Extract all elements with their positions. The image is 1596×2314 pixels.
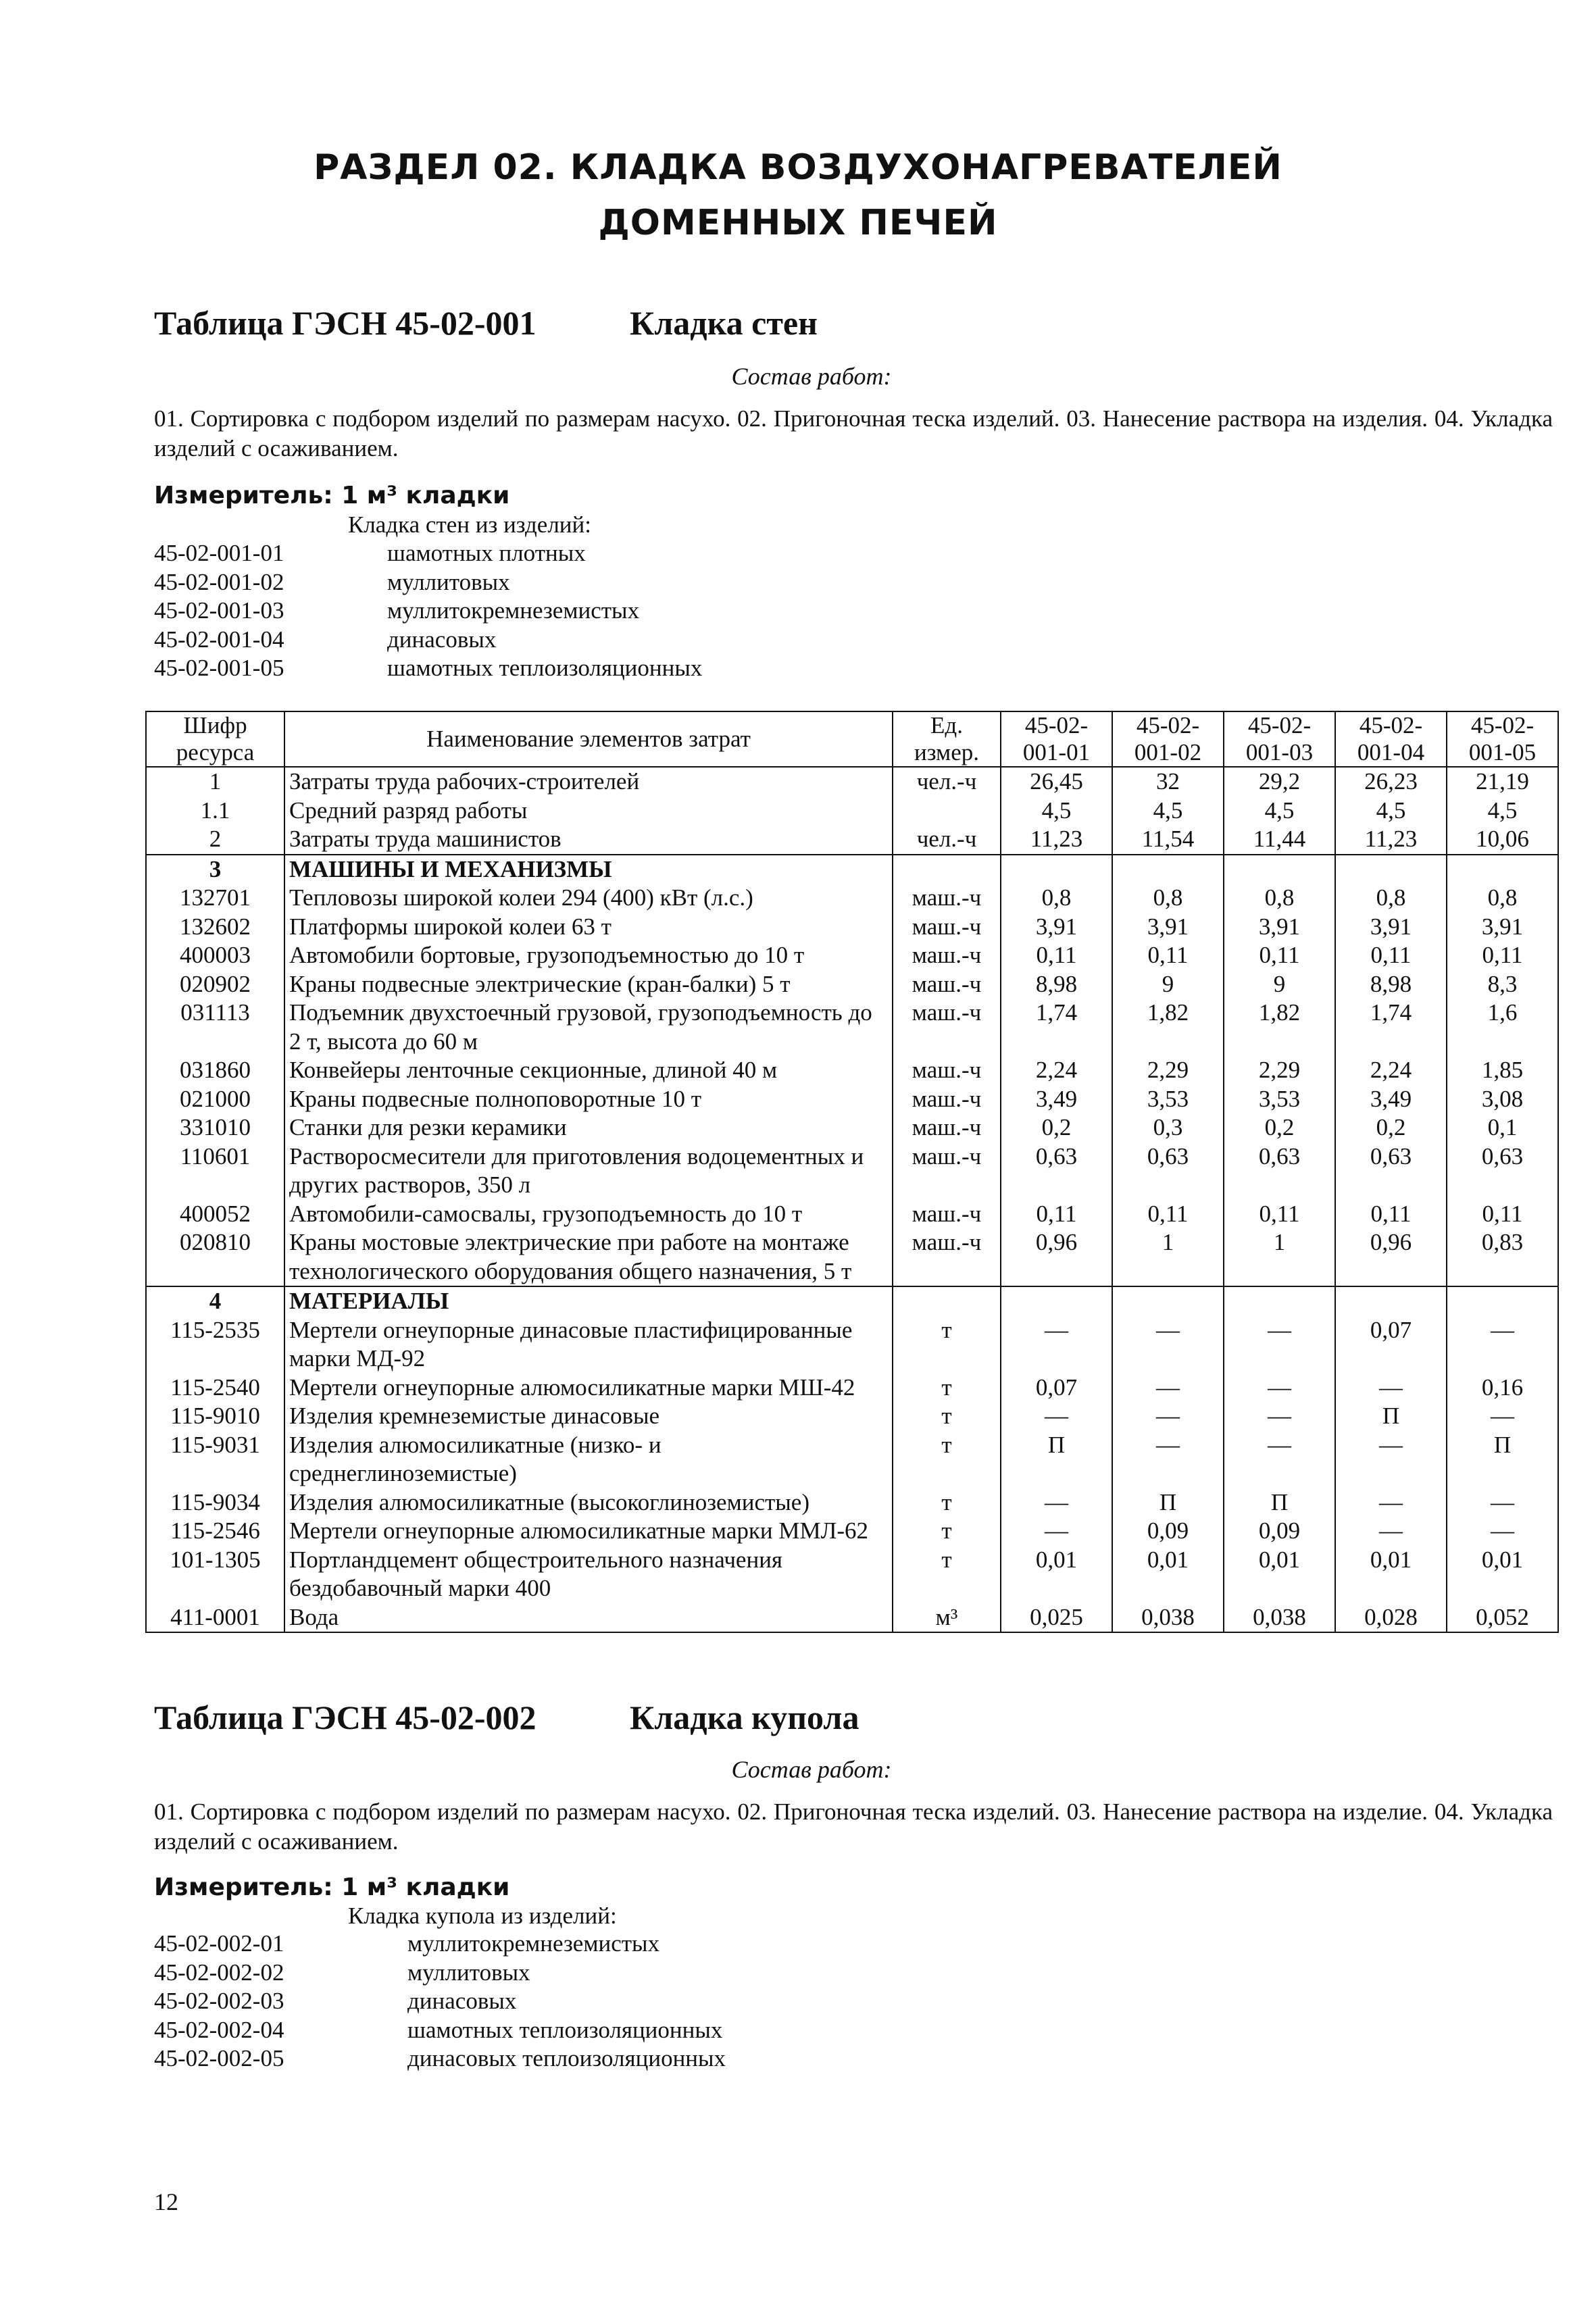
cell-unit: т	[893, 1517, 1001, 1546]
cell-unit: т	[893, 1374, 1001, 1403]
header-code	[146, 711, 284, 767]
cell-code: 115-9031	[146, 1431, 284, 1488]
header-code-line1: Шифр	[183, 712, 247, 738]
cell-unit: маш.-ч	[893, 1228, 1001, 1286]
variant-code: 45-02-002-04	[154, 2016, 284, 2043]
cell-value-1: 0,01	[1001, 1546, 1112, 1603]
cell-value-3: 0,09	[1224, 1517, 1335, 1546]
header-variant-4	[1335, 711, 1447, 767]
variant-code: 45-02-001-02	[154, 568, 284, 595]
cell-value-5: —	[1447, 1488, 1558, 1517]
cell-name: Растворосмесители для приготовления водоцементных и других растворов, 350 л	[284, 1142, 893, 1200]
table-row	[146, 941, 1558, 970]
table-row	[146, 884, 1558, 913]
variant-code: 45-02-002-05	[154, 2045, 284, 2071]
cell-value-3	[1224, 1286, 1335, 1316]
cell-unit: маш.-ч	[893, 999, 1001, 1056]
cell-value-1: 0,025	[1001, 1603, 1112, 1633]
cost-table-header	[146, 711, 1558, 767]
cell-code: 331010	[146, 1113, 284, 1142]
table-row	[146, 1517, 1558, 1546]
variant-row	[154, 568, 702, 597]
cell-unit: маш.-ч	[893, 1113, 1001, 1142]
table-row	[146, 1488, 1558, 1517]
cell-code: 110601	[146, 1142, 284, 1200]
cell-value-4: —	[1335, 1488, 1447, 1517]
cell-value-3: 1,82	[1224, 999, 1335, 1056]
variant-row	[154, 626, 702, 655]
cell-name: Изделия алюмосиликатные (низко- и среднеглиноземистые)	[284, 1431, 893, 1488]
cell-value-2: 2,29	[1112, 1056, 1224, 1085]
cell-value-2: 32	[1112, 767, 1224, 797]
cell-value-3: П	[1224, 1488, 1335, 1517]
cell-value-2: 0,11	[1112, 1200, 1224, 1229]
cell-name: Средний разряд работы	[284, 797, 893, 826]
page-number: 12	[154, 2188, 178, 2215]
cell-value-1: —	[1001, 1488, 1112, 1517]
cell-value-2: —	[1112, 1374, 1224, 1403]
header-variant-4-line1: 45-02-	[1359, 712, 1423, 738]
cell-unit: маш.-ч	[893, 941, 1001, 970]
cell-value-4: 0,63	[1335, 1142, 1447, 1200]
cell-unit	[893, 797, 1001, 826]
cell-value-3: —	[1224, 1431, 1335, 1488]
header-variant-4-line2: 001-04	[1357, 739, 1425, 765]
cell-name: Автомобили-самосвалы, грузоподъемность до 10 т	[284, 1200, 893, 1229]
cell-value-3: 2,29	[1224, 1056, 1335, 1085]
cell-value-5: П	[1447, 1431, 1558, 1488]
variant-row	[154, 2016, 726, 2045]
cell-value-3: 0,11	[1224, 941, 1335, 970]
variant-row	[154, 1930, 726, 1959]
cell-unit: маш.-ч	[893, 1142, 1001, 1200]
cell-value-2: 3,53	[1112, 1085, 1224, 1114]
cell-value-3: 0,11	[1224, 1200, 1335, 1229]
cell-value-2: 1	[1112, 1228, 1224, 1286]
cell-value-5: 1,85	[1447, 1056, 1558, 1085]
table-row	[146, 1142, 1558, 1200]
table1-works: 01. Сортировка с подбором изделий по размерам насухо. 02. Пригоночная теска изделий. 03. Нанесение раствора на изделия. 04. Укладка изделий с осаживанием.	[154, 405, 1553, 461]
variant-name: муллитовых	[407, 1959, 530, 1986]
cell-name: МАШИНЫ И МЕХАНИЗМЫ	[284, 855, 893, 884]
cell-value-5: 0,8	[1447, 884, 1558, 913]
cell-value-3: 0,01	[1224, 1546, 1335, 1603]
cell-code: 115-2540	[146, 1374, 284, 1403]
variant-code: 45-02-002-02	[154, 1959, 284, 1986]
table-row	[146, 1286, 1558, 1316]
cell-value-1: 1,74	[1001, 999, 1112, 1056]
variant-row	[154, 2044, 726, 2073]
variant-name: шамотных теплоизоляционных	[407, 2016, 723, 2043]
table2-heading: Таблица ГЭСН 45-02-002	[154, 1699, 537, 1736]
cell-value-5: 0,16	[1447, 1374, 1558, 1403]
cell-value-2: 9	[1112, 970, 1224, 999]
cell-code: 020810	[146, 1228, 284, 1286]
cell-value-3	[1224, 855, 1335, 884]
cell-value-5: 21,19	[1447, 767, 1558, 797]
table-row	[146, 855, 1558, 884]
cell-value-1: 0,8	[1001, 884, 1112, 913]
header-variant-2-line1: 45-02-	[1136, 712, 1200, 738]
variant-name: шамотных теплоизоляционных	[387, 655, 703, 681]
cell-value-1: 0,11	[1001, 1200, 1112, 1229]
table2-composition-label: Состав работ:	[731, 1756, 892, 1783]
cell-value-1: 0,96	[1001, 1228, 1112, 1286]
variant-code: 45-02-001-04	[154, 626, 284, 653]
cell-code: 400003	[146, 941, 284, 970]
header-variant-1-line2: 001-01	[1022, 739, 1091, 765]
table1-variants	[154, 539, 702, 683]
header-code-line2: ресурса	[176, 739, 255, 765]
cell-code: 115-2546	[146, 1517, 284, 1546]
header-variant-5-line1: 45-02-	[1470, 712, 1535, 738]
cell-value-3: 0,63	[1224, 1142, 1335, 1200]
table-row	[146, 1374, 1558, 1403]
cell-value-2: П	[1112, 1488, 1224, 1517]
cell-value-4: 0,8	[1335, 884, 1447, 913]
cell-value-2: 11,54	[1112, 825, 1224, 855]
cell-code: 3	[146, 855, 284, 884]
cell-code: 1.1	[146, 797, 284, 826]
cell-name: Автомобили бортовые, грузоподъемностью до 10 т	[284, 941, 893, 970]
cell-value-5: 3,91	[1447, 913, 1558, 942]
cell-unit: т	[893, 1316, 1001, 1374]
cell-value-2	[1112, 1286, 1224, 1316]
cell-code: 1	[146, 767, 284, 797]
cell-unit: т	[893, 1488, 1001, 1517]
cell-value-4: П	[1335, 1402, 1447, 1431]
table-row	[146, 970, 1558, 999]
header-unit-line1: Ед.	[930, 712, 963, 738]
cell-value-1	[1001, 1286, 1112, 1316]
cell-value-4: 3,49	[1335, 1085, 1447, 1114]
header-variant-3-line1: 45-02-	[1247, 712, 1312, 738]
variant-code: 45-02-001-05	[154, 655, 284, 681]
cell-code: 2	[146, 825, 284, 855]
cell-value-1: 3,49	[1001, 1085, 1112, 1114]
cell-value-2: 3,91	[1112, 913, 1224, 942]
header-variant-3-line2: 001-03	[1245, 739, 1314, 765]
cell-value-5: —	[1447, 1402, 1558, 1431]
cell-value-3: 11,44	[1224, 825, 1335, 855]
cell-code: 411-0001	[146, 1603, 284, 1633]
cell-unit: маш.-ч	[893, 1056, 1001, 1085]
cell-value-1	[1001, 855, 1112, 884]
cell-value-2: 1,82	[1112, 999, 1224, 1056]
cell-value-3: 3,91	[1224, 913, 1335, 942]
cell-value-2: 0,3	[1112, 1113, 1224, 1142]
cell-name: Портландцемент общестроительного назначения бездобавочный марки 400	[284, 1546, 893, 1603]
table-row	[146, 913, 1558, 942]
header-variant-1	[1001, 711, 1112, 767]
cell-code: 101-1305	[146, 1546, 284, 1603]
cell-name: Подъемник двухстоечный грузовой, грузоподъемность до 2 т, высота до 60 м	[284, 999, 893, 1056]
cell-value-1: —	[1001, 1517, 1112, 1546]
cell-name: Конвейеры ленточные секционные, длиной 40 м	[284, 1056, 893, 1085]
cell-value-4: 3,91	[1335, 913, 1447, 942]
cell-value-1: 4,5	[1001, 797, 1112, 826]
cell-name: Мертели огнеупорные алюмосиликатные марки МШ-42	[284, 1374, 893, 1403]
cell-unit: т	[893, 1546, 1001, 1603]
cell-value-5: 0,052	[1447, 1603, 1558, 1633]
cell-name: Вода	[284, 1603, 893, 1633]
table-row	[146, 1546, 1558, 1603]
cell-value-3: 0,2	[1224, 1113, 1335, 1142]
cell-name: Платформы широкой колеи 63 т	[284, 913, 893, 942]
cell-value-5	[1447, 1286, 1558, 1316]
table1-name: Кладка стен	[630, 304, 818, 342]
table-row	[146, 1431, 1558, 1488]
cell-name: Краны подвесные полноповоротные 10 т	[284, 1085, 893, 1114]
cell-code: 132602	[146, 913, 284, 942]
cell-value-5: 0,01	[1447, 1546, 1558, 1603]
cell-value-5: 4,5	[1447, 797, 1558, 826]
table-row	[146, 1228, 1558, 1286]
cell-value-1: П	[1001, 1431, 1112, 1488]
cell-value-2: 0,8	[1112, 884, 1224, 913]
table1-composition-label: Состав работ:	[731, 363, 892, 390]
cell-value-2: —	[1112, 1402, 1224, 1431]
variant-name: шамотных плотных	[387, 540, 586, 566]
cell-value-1: 26,45	[1001, 767, 1112, 797]
cell-value-4: 4,5	[1335, 797, 1447, 826]
cell-value-4: 2,24	[1335, 1056, 1447, 1085]
header-variant-2	[1112, 711, 1224, 767]
cell-unit	[893, 855, 1001, 884]
cell-value-1: 11,23	[1001, 825, 1112, 855]
cell-code: 020902	[146, 970, 284, 999]
variant-name: динасовых теплоизоляционных	[407, 2045, 726, 2071]
cell-value-4: 0,2	[1335, 1113, 1447, 1142]
cell-name: Мертели огнеупорные алюмосиликатные марки ММЛ-62	[284, 1517, 893, 1546]
cell-value-1: 8,98	[1001, 970, 1112, 999]
header-variant-5-line2: 001-05	[1468, 739, 1537, 765]
cell-name: Тепловозы широкой колеи 294 (400) кВт (л.с.)	[284, 884, 893, 913]
cell-name: Краны подвесные электрические (кран-балки) 5 т	[284, 970, 893, 999]
header-variant-3	[1224, 711, 1335, 767]
variant-row	[154, 539, 702, 568]
variant-code: 45-02-002-03	[154, 1988, 284, 2014]
cell-value-5: —	[1447, 1517, 1558, 1546]
cell-value-4: 0,028	[1335, 1603, 1447, 1633]
table1-subheading: Кладка стен из изделий:	[348, 511, 591, 538]
cell-code: 115-9010	[146, 1402, 284, 1431]
table2-meter: Измеритель: 1 м³ кладки	[154, 1873, 510, 1901]
cell-value-3: —	[1224, 1402, 1335, 1431]
cell-value-3: —	[1224, 1374, 1335, 1403]
cell-value-3: 3,53	[1224, 1085, 1335, 1114]
cell-value-5: 0,1	[1447, 1113, 1558, 1142]
cell-value-2	[1112, 855, 1224, 884]
cell-value-5: 8,3	[1447, 970, 1558, 999]
variant-row	[154, 654, 702, 683]
table2-works: 01. Сортировка с подбором изделий по размерам насухо. 02. Пригоночная теска изделий. 03. Нанесение раствора на изделие. 04. Укладка изделий с осаживанием.	[154, 1799, 1553, 1855]
table-row	[146, 1402, 1558, 1431]
section-title-line2: ДОМЕННЫХ ПЕЧЕЙ	[598, 203, 998, 243]
table1-meter: Измеритель: 1 м³ кладки	[154, 482, 510, 509]
cell-code: 021000	[146, 1085, 284, 1114]
cell-value-3: 9	[1224, 970, 1335, 999]
cell-code: 115-9034	[146, 1488, 284, 1517]
cell-code: 132701	[146, 884, 284, 913]
cell-name: Краны мостовые электрические при работе на монтаже технологического оборудования общего назначения, 5 т	[284, 1228, 893, 1286]
cell-code: 031860	[146, 1056, 284, 1085]
table-row	[146, 1603, 1558, 1633]
header-variant-1-line1: 45-02-	[1024, 712, 1089, 738]
cell-value-2: 0,63	[1112, 1142, 1224, 1200]
cell-unit: т	[893, 1431, 1001, 1488]
variant-code: 45-02-001-03	[154, 597, 284, 624]
cell-value-1: 2,24	[1001, 1056, 1112, 1085]
cell-unit: чел.-ч	[893, 825, 1001, 855]
cell-value-4: —	[1335, 1431, 1447, 1488]
cell-value-5: —	[1447, 1316, 1558, 1374]
cell-value-5: 0,83	[1447, 1228, 1558, 1286]
cell-value-4	[1335, 1286, 1447, 1316]
cost-table-body	[146, 767, 1558, 1632]
cell-value-5: 0,63	[1447, 1142, 1558, 1200]
variant-code: 45-02-001-01	[154, 540, 284, 566]
cell-value-4: 26,23	[1335, 767, 1447, 797]
cell-code: 4	[146, 1286, 284, 1316]
cell-value-3: 0,8	[1224, 884, 1335, 913]
cell-value-4: —	[1335, 1517, 1447, 1546]
cell-name: Изделия кремнеземистые динасовые	[284, 1402, 893, 1431]
table2-subheading: Кладка купола из изделий:	[348, 1903, 617, 1929]
cell-value-4: 0,11	[1335, 1200, 1447, 1229]
cell-value-5: 0,11	[1447, 941, 1558, 970]
variant-code: 45-02-002-01	[154, 1930, 284, 1957]
cell-name: Станки для резки керамики	[284, 1113, 893, 1142]
cell-value-3: 29,2	[1224, 767, 1335, 797]
variant-row	[154, 1987, 726, 2016]
variant-name: муллитокремнеземистых	[407, 1930, 660, 1957]
cell-value-1: —	[1001, 1316, 1112, 1374]
cell-name: Затраты труда машинистов	[284, 825, 893, 855]
cell-unit: маш.-ч	[893, 913, 1001, 942]
cell-value-1: 0,63	[1001, 1142, 1112, 1200]
cell-code: 115-2535	[146, 1316, 284, 1374]
cell-value-5	[1447, 855, 1558, 884]
cell-value-4: —	[1335, 1374, 1447, 1403]
cell-value-1: 3,91	[1001, 913, 1112, 942]
table2-name: Кладка купола	[630, 1699, 859, 1736]
cell-value-3: —	[1224, 1316, 1335, 1374]
variant-name: муллитовых	[387, 568, 510, 595]
cost-table	[145, 711, 1559, 1633]
cell-unit: маш.-ч	[893, 884, 1001, 913]
cell-unit: маш.-ч	[893, 1200, 1001, 1229]
table-row	[146, 825, 1558, 855]
cell-unit: м³	[893, 1603, 1001, 1633]
cell-code: 031113	[146, 999, 284, 1056]
variant-row	[154, 1959, 726, 1988]
cell-name: МАТЕРИАЛЫ	[284, 1286, 893, 1316]
variant-name: муллитокремнеземистых	[387, 597, 640, 624]
cell-name: Мертели огнеупорные динасовые пластифицированные марки МД-92	[284, 1316, 893, 1374]
variant-name: динасовых	[407, 1988, 517, 2014]
table-row	[146, 999, 1558, 1056]
cell-value-4: 0,07	[1335, 1316, 1447, 1374]
cell-unit: маш.-ч	[893, 1085, 1001, 1114]
cell-value-3: 4,5	[1224, 797, 1335, 826]
cell-value-4: 0,01	[1335, 1546, 1447, 1603]
cell-value-5: 10,06	[1447, 825, 1558, 855]
section-title-line1: РАЗДЕЛ 02. КЛАДКА ВОЗДУХОНАГРЕВАТЕЛЕЙ	[314, 147, 1282, 188]
header-variant-5	[1447, 711, 1558, 767]
cell-value-2: 0,09	[1112, 1517, 1224, 1546]
cell-unit: маш.-ч	[893, 970, 1001, 999]
cell-value-4: 11,23	[1335, 825, 1447, 855]
variant-name: динасовых	[387, 626, 497, 653]
cell-value-2: 0,038	[1112, 1603, 1224, 1633]
cell-code: 400052	[146, 1200, 284, 1229]
cell-value-4: 0,96	[1335, 1228, 1447, 1286]
cell-value-2: —	[1112, 1316, 1224, 1374]
cell-value-3: 0,038	[1224, 1603, 1335, 1633]
cell-value-1: —	[1001, 1402, 1112, 1431]
cell-value-2: 0,01	[1112, 1546, 1224, 1603]
table-row	[146, 1316, 1558, 1374]
header-name: Наименование элементов затрат	[284, 711, 893, 767]
table2-variants	[154, 1930, 726, 2073]
cell-unit	[893, 1286, 1001, 1316]
cell-value-4: 1,74	[1335, 999, 1447, 1056]
table-row	[146, 797, 1558, 826]
cell-value-5: 0,11	[1447, 1200, 1558, 1229]
cell-value-1: 0,11	[1001, 941, 1112, 970]
header-unit-line2: измер.	[914, 739, 979, 765]
header-variant-2-line2: 001-02	[1134, 739, 1202, 765]
cell-value-1: 0,2	[1001, 1113, 1112, 1142]
cell-value-2: —	[1112, 1431, 1224, 1488]
cell-value-2: 4,5	[1112, 797, 1224, 826]
cell-value-2: 0,11	[1112, 941, 1224, 970]
cell-unit: т	[893, 1402, 1001, 1431]
cell-name: Изделия алюмосиликатные (высокоглиноземистые)	[284, 1488, 893, 1517]
header-unit	[893, 711, 1001, 767]
cell-value-1: 0,07	[1001, 1374, 1112, 1403]
cell-value-3: 1	[1224, 1228, 1335, 1286]
cell-value-4	[1335, 855, 1447, 884]
table-row	[146, 1200, 1558, 1229]
cell-value-4: 8,98	[1335, 970, 1447, 999]
variant-row	[154, 597, 702, 626]
table-row	[146, 1056, 1558, 1085]
table-row	[146, 1113, 1558, 1142]
table1-heading: Таблица ГЭСН 45-02-001	[154, 304, 537, 342]
cell-name: Затраты труда рабочих-строителей	[284, 767, 893, 797]
cell-unit: чел.-ч	[893, 767, 1001, 797]
table-row	[146, 767, 1558, 797]
cell-value-4: 0,11	[1335, 941, 1447, 970]
cell-value-5: 3,08	[1447, 1085, 1558, 1114]
cell-value-5: 1,6	[1447, 999, 1558, 1056]
table-row	[146, 1085, 1558, 1114]
